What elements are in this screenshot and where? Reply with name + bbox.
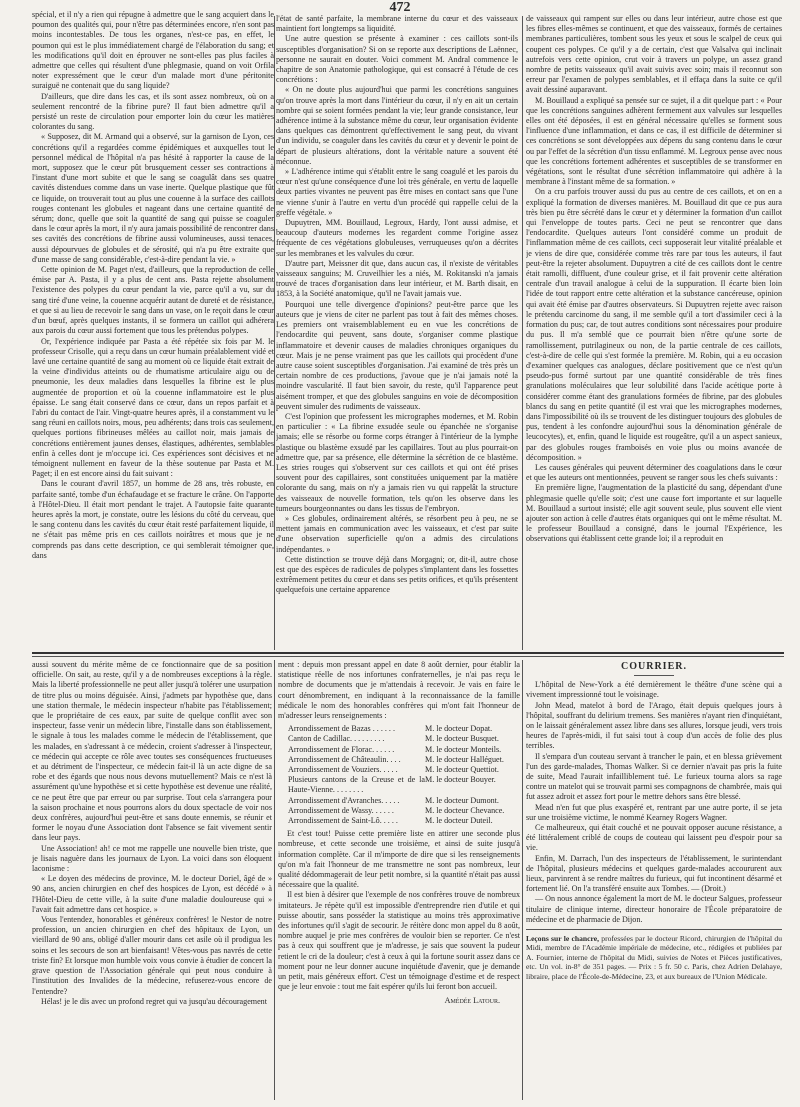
book-notice [526,929,782,981]
list-item [288,796,520,806]
paragraph: Une Association! ah! ce mot me rappelle une nouvelle bien triste, que je lisais naguère dans les journaux de Lyon. La voici dans son éloquent laconisme : [32,843,272,874]
list-item [288,816,520,826]
article-column-1 [32,10,274,650]
paragraph: ment : depuis mon pressant appel en date 8 août dernier, pour établir la statistique réelle de nos infortunes confraternelles, je n'ai pas reçu le nombre de documents que je m'attendais à recevoir. Je vais en faire le court dénombrement, en indiquant à la reconnaissance de la famille médicale le nom des honorables confrères qui m'ont fait l'honneur de m'adresser leurs renseignements : [278,660,520,721]
paragraph: Or, l'expérience indiquée par Pasta a été répétée six fois par M. le professeur Crisolle, qui a reçu dans un cœur humain préalablement vidé et lavé une certaine quantité de sang au moment où ce liquide était extrait de la veine d'individus atteints ou de rhumatisme articulaire aigu ou de pneumonie, les deux maladies dans lesquelles la fibrine est le plus augmentée de proportion et où la couenne inflammatoire est le plus épaisse. Le sang était conservé dans ce cœur, dans un repos parfait et à l'abri du contact de l'air. Vingt-quatre heures après, il a constamment vu le sang réuni en caillots noirs, mous, peu adhérents; dans trois cas seulement, quelques portions fibrineuses mêlées au caillot noir, mais jamais de concrétions entièrement jaunes denses, élastiques, adhérentes, semblables enfin à celles dont je m'occupe ici. Ces expériences sont décisives et ne témoignent nullement en faveur de la thèse soutenue par Pasta et M. Paget; il en est encore ainsi du fait suivant : [32,336,274,479]
list-item [288,745,520,755]
paragraph: Vous l'entendez, honorables et généreux confrères! le Nestor de notre profession, un ancien chirurgien en chef des hôpitaux de Lyon, un vieillard de 90 ans, obligé d'aller mourir dans cet asile où il prodigua les soins et les secours de son art bienfaisant! Vêtes-vous pas navrés de cette triste fin? Et lorsque mon humble voix vous convie à étudier de concert la grave question de l'Association générale qui peut nous conduire à l'institution des Invalides de la médecine, refuserez-vous encore de l'entendre? [32,915,272,996]
list-item [288,765,520,775]
paragraph: L'hôpital de New-York a été dernièrement le théâtre d'une scène qui a vivement impressionné tout le voisinage. [526,680,782,700]
quote-paragraph: « Le doyen des médecins de province, M. le docteur Doriel, âgé de » 90 ans, ancien chirurgien en chef des hospices de Lyon, est décédé » à l'Hôtel-Dieu de cette ville, à la suite d'une maladie douloureuse qui » l'avait fait admettre dans cet hospice. » [32,874,272,914]
paragraph: Il est bien à désirer que l'exemple de nos confrères trouve de nombreux imitateurs. Je répète qu'il est impossible d'entreprendre rien d'utile et qui puisse aboutir, sans posséder la statistique au moins très approximative des infortunes qu'il s'agit de secourir. Je réitère donc mon appel du 8 août, nombre auquel je prie mes confrères de vouloir bien se reporter. Ce n'est pas à ceux qui souffrent que je m'adresse, je sais que souvent la pudeur retient le cri de la douleur; c'est à ceux à qui la fortune sourit assez dans ce moment pour ne leur donner aucune inquiétude d'avenir, que je demande un petit, mais généreux effort. C'est un témoignage d'estime et de respect que je leur envoie : tout me fait espérer qu'ils lui feront bon accueil. [278,890,520,992]
paragraph: « On ne doute plus aujourd'hui que parmi les concrétions sanguines qu'on trouve après la mort dans l'intérieur du cœur, il n'y en ait un certain nombre qui se soient formées pendant la vie; leur grande consistance, leur adhérence intime à la substance même du cœur, leur organisation évidente dans quelques cas démontrent qu'effectivement le sang peut, du vivant d'un individu, se coaguler dans les cavités du cœur et y devenir le point de départ de plusieurs altérations, dont la véritable nature a souvent été méconnue. [276,85,518,166]
column-divider [522,16,523,650]
article-column-3 [526,14,782,650]
column-divider [522,660,523,1100]
section-divider-thin [32,656,784,657]
paragraph: On a cru parfois trouver aussi du pus au centre de ces caillots, et on en a expliqué la formation de diverses manières. M. Bouillaud dit que ce pus aura très bien pu être sécrété dans le cœur et y déterminer la formation d'un caillot qui l'enveloppe de toutes parts. Ceci ne peut se rencontrer que dans l'endocardite. Quelques auteurs l'ont considéré comme un produit de l'inflammation même de ces caillots, ceci supposerait leur vitalité préalable et je viens de dire que, considérée comme très rare par tous les auteurs, il faut peut-être la rejeter absolument. Dupuytren a cité de ces caillots dont le centre était ramolli, diffluent, d'une couleur grise, et il fait provenir cette altération centrale d'un travail analogue à celui de la suppuration. Il écarte bien loin l'idée de tout rapport entre cette altération et la substance cancéreuse, opinion qui avait été émise par d'autres observateurs. Si Dupuytren rejette avec raison le prétendu carcinome du sang, il me semble qu'il a tort d'assimiler ceci à la formation du pus; car, de tout autres conditions sont nécessaires pour produire du pus. Il m'a semblé que ce pourrait bien n'être qu'une sorte de ramollissement, putrilagineux ou non, de la partie centrale de ces caillots, c'est-à-dire de celle qui s'est formée la première. M. Robin, qui a eu occasion d'examiner quelques cas analogues, déclare positivement que ce n'est qu'un pseudo-pus formé surtout par une quantité considérable de très fines granulations moléculaires que leur solubilité dans l'acide acétique porte à considérer comme étant des granulations formées de fibrine, par des globules blancs du sang en petite quantité (il est vrai que les micrographes modernes, dans l'impossibilité où ils se trouvent de les distinguer toujours des globules de pus, tendent à les confondre aujourd'hui sous la dénomination générale de leucocytes), et, enfin, quand le liquide est rougeâtre, qu'il a un aspect sanieux, par des globules rouges framboisés en voie plus ou moins avancée de décomposition. » [526,187,782,462]
list-item [288,734,520,744]
paragraph: « Supposez, dit M. Armand qui a observé, sur la garnison de Lyon, ces concrétions qu'il a regardées comme épidémiques et auxquelles tout le personnel médical de l'hôpital n'a pas hésité à rapporter la cause de la mort, supposez que le cœur pût brusquement cesser ses contractions à l'instant d'une mort subite et que le sang se coagulât dans ses quatre cavités distendues comme dans un vase inerte. Quelque plastique que fût ce liquide, on trouverait tout au plus une couenne à la surface des caillots rouges contenant les globules et nageant dans une certaine quantité de sérum; donc, quelle que soit la quantité de sang qui puisse se coaguler dans le cœur après la mort, il n'y aura jamais possibilité de rencontrer dans ses cavités des concrétions de fibrine aussi volumineuses, aussi tenaces, aussi dépourvues de globules et de sérosité, qui n'a pu être extraite que d'une masse de sang considérable, c'est-à-dire pendant la vie. » [32,132,274,264]
list-doctor: M. le docteur Monteils. [425,744,502,754]
list-item [288,724,520,734]
feuilleton-column-2 [278,660,520,1100]
list-place: Arrondissement de Bazas . . . . . . [288,724,395,734]
book-notice-text: professées par le docteur Ricord, chirurgien de l'hôpital du Midi, membre de l'Académie impériale de médecine, etc., rédigées et publiées par A. Fournier, interne de l'hôpital du Midi, suivies de Notes et Pièces justificatives, etc. Un vol. in-8° de 351 pages. — Prix : 5 fr. 50 c. Paris, chez Adrien Delahaye, libraire, place de l'École-de-Médecine, 23, et aux bureaux de l'Union Médicale. [526,934,782,981]
author-signature: Amédée Latour. [444,995,500,1005]
list-doctor: M. le docteur Dumont. [425,795,499,805]
list-place: Arrondissement de Wassy. . . . . . [288,805,394,815]
paragraph: Dans le courant d'avril 1857, un homme de 28 ans, très robuste, en parfaite santé, tombe d'un échafaudage et se fracture le crâne. On l'apporte à l'Hôtel-Dieu. Il était mort pendant le trajet. A l'autopsie faite quarante heures après la mort, je constate, outre les lésions du côté du cerveau, que le sang contenu dans les cavités du cœur était resté parfaitement liquide, il ne s'était pas même pris en ces caillots noirâtres et mous que je ne comprends pas dans cette description, ce qui semblerait témoigner que, dans [32,479,274,560]
list-doctor: M. le docteur Halléguet. [425,754,504,764]
list-place: Arrondissement de Vouziers. . . . . [288,765,398,775]
courrier-column [526,660,782,1100]
paragraph: C'est l'opinion que professent les micrographes modernes, et M. Robin en particulier : « La fibrine exsudée seule ou épanchée ne s'organise jamais; elle se résorbe ou forme corps étranger à l'intérieur de la lymphe plastique ou blastème exsudé par les capillaires. Tout au plus pourrait-on admettre que, par sa présence, elle détermine la sécrétion de ce blastème. Les stries rouges qui s'observent sur ces caillots et qui ont été prises souvent pour des capillaires, sont constituées uniquement par la matière colorante du sang, mais on n'y a jamais rien vu qui rappelât la structure des vaisseaux de nouvelle formation, tels qu'on les observe dans les tumeurs bourgeonnantes ou dans les tissus de l'embryon. [276,411,518,513]
list-item [288,755,520,765]
paragraph: » L'adhérence intime qui s'établit entre le sang coagulé et les parois du cœur n'est qu'une conséquence d'une loi très générale, en vertu de laquelle deux parties vivantes ne peuvent pas être mises en contact sans que l'une ne vienne s'unir à l'autre en vertu d'un procédé qui rappelle celui de la greffe végétale. » [276,167,518,217]
paragraph: Les causes générales qui peuvent déterminer des coagulations dans le cœur et que les auteurs ont mentionnées, peuvent se ranger sous les chefs suivants : [526,462,782,483]
paragraph: Une autre question se présente à examiner : ces caillots sont-ils susceptibles d'organisation? Si on se reporte aux descriptions de Laënnec, personne ne saurait en douter. Voici comment M. Andral commence le chapitre de son Anatomie pathologique, qui est consacré à l'étude de ces concrétions : [276,34,518,85]
list-doctor: M. le docteur Chevance. [425,805,505,815]
list-item [288,775,520,795]
list-place: Arrondissement de Florac. . . . . . [288,744,395,754]
list-place: Canton de Cadillac. . . . . . . . . [288,734,385,744]
paragraph: Cette opinion de M. Paget n'est, d'ailleurs, que la reproduction de celle émise par A. Pasta, il y a plus de cent ans. Pasta rejette absolument l'existence des polypes du cœur pendant la vie, parce qu'il a vu, sur du sang tiré d'une veine, la couenne acquérir autant de dureté et de résistance, et que si au lieu de recevoir le sang dans un vase, on le reçoit dans le cœur d'un bœuf, après quelques instants, il se formera un caillot qui adhérera aux parois du cœur aussi fortement que tous les prétendus polypes. [32,265,274,336]
paragraph: Enfin, M. Darrach, l'un des inspecteurs de l'établissement, le surintendant de l'hôpital, plusieurs médecins et quelques garde-malades accoururent aux lieux, parvinrent à se rendre maîtres du furieux, qui fut incontinent désarmé et fortement lié. On l'a transféré ensuite aux Tombes. — (Droit.) [526,853,782,894]
contributor-list [288,724,520,826]
list-doctor: M. le docteur Bouyer. [425,775,496,785]
article-column-2 [276,14,518,650]
paragraph: Pourquoi une telle divergence d'opinions? peut-être parce que les auteurs que je viens de citer ne parlent pas tout à fait des mêmes choses. Les premiers ont vraisemblablement eu en vue les concrétions de l'endocardite qui peuvent, sans doute, s'organiser comme plastique inflammatoire et devenir causes de maladies chroniques organiques du cœur. Mais je ne pense vraiment pas que les caillots qui procèdent d'une autre cause soient susceptibles d'organisation. J'ai examiné de très près un certain nombre de ces productions, j'avoue que je n'ai jamais noté la moindre vascularité. Il faut bien savoir, du reste, qu'il l'apparence peut aisément tromper, et que des globules sanguins en voie de décomposition peuvent simuler des rudiments de vaisseaux. [276,299,518,411]
list-doctor: M. le docteur Busquet. [425,734,499,744]
list-place: Plusieurs cantons de la Creuse et de la Haute-Vienne. . . . . . . . [288,775,425,795]
section-divider [32,652,784,654]
section-heading: COURRIER. [621,661,687,672]
paragraph: Cette distinction se trouve déjà dans Morgagni; or, dit-il, autre chose est que des espèces de radicules de polypes s'implantent dans les fossettes extrêmement petites du cœur et dans ses petits orifices, et qu'ils présentent quelquefois une certaine apparence [276,554,518,595]
paragraph: En première ligne, l'augmentation de la plasticité du sang, dépendant d'une phlegmasie quelle qu'elle soit; c'est une cause fort importante et sur laquelle M. Bouillaud a surtout insisté; elle agit souvent seule, plus souvent elle vient ajouter son action à celle d'autres états organiques qui ont le même résultat. M. le professeur Bouillaud a consigné, dans le journal l'Expérience, les observations qui établissent cette grande loi; il a reproduit en [526,483,782,544]
list-place: Arrondissement de Châteaulin. . . . [288,754,401,764]
paragraph: M. Bouillaud a expliqué sa pensée sur ce sujet, il a dit quelque part : « Pour que les concrétions sanguines adhèrent fermement aux valvules sur lesquelles elles ont été déposées, il est en général nécessaire qu'elles se forment sous l'influence d'une inflammation, et dans ce cas, il est difficile de déterminer si ces concrétions se sont développées aux dépens du sang contenu dans le cœur ou par l'effet de la sécrétion d'un tissu enflammé. M. Legroux pense avec nous que les concrétions fortement adhérentes et susceptibles de se transformer en végétations, sont le résultat d'une sécrétion inflammatoire qui adhère à la membrane à l'instant même de sa formation. » [526,95,782,187]
page-number: 472 [389,0,411,15]
list-place: Arrondissement d'Avranches. . . . . [288,795,400,805]
book-notice-title: Leçons sur le chancre, [526,934,599,944]
paragraph: Mead n'en fut que plus exaspéré et, rentrant par une autre porte, il se jeta sur une troisième victime, le nommé Kearney Rogers Wagner. [526,802,782,822]
heading-rule [634,675,674,676]
list-doctor: M. le docteur Dopat. [425,724,493,734]
list-doctor: M. le docteur Quettiot. [425,765,499,775]
list-place: Arrondissement de Saint-Lô. . . . . [288,816,398,826]
paragraph: de vaisseaux qui rampent sur elles ou dans leur intérieur, autre chose est que les fibres elles-mêmes se continuent, et que des vaisseaux, formés de certaines membranes particulières, tombent sous les yeux et sous le scalpel de ceux qui coupent ces polypes. Ce qu'il y a de certain, c'est que Valsalva qui inclinait autrefois vers cette opinion, crut voir à travers un polype, un assez grand nombre de petits vaisseaux qu'il avait suivis avec soin; mais il reconnut son erreur par l'examen de polypes semblables, et il effaça dans la suite ce qu'il avait dessiné auparavant. [526,14,782,95]
paragraph: » Ces globules, ordinairement altérés, se résorbent peu à peu, ne se mettent jamais en communication avec les vaisseaux, et c'est par suite d'une observation superficielle qu'on a admis des circulations indépendantes. » [276,513,518,554]
paragraph: D'autre part, Meissner dit que, dans aucun cas, il n'existe de véritables vaisseaux sanguins; M. Cruveilhier les a niés, M. Rokitanski n'a jamais trouvé de traces d'organisation dans leur intérieur, et M. Barth disait, en 1853, à la Société anatomique, qu'il ne l'avait jamais vue. [276,258,518,299]
paragraph: Dupuytren, MM. Bouillaud, Legroux, Hardy, l'ont aussi admise, et beaucoup d'auteurs modernes les regardent comme l'origine assez fréquente de ces végétations globuleuses, verruqueuses qu'on a décrites sur les membranes et les valvules du cœur. [276,218,518,258]
paragraph: aussi souvent du mérite même de ce fonctionnaire que de sa position officielle. On sait, au reste, qu'il y a de nombreuses exceptions à la règle. Mais la liberté professionnelle ne peut aller jusqu'à tolérer une usurpation de titre plus ou moins déguisée. Ainsi, j'admets par hypothèse que, dans une station thermale, le médecin inspecteur n'habite pas l'établissement; que le propriétaire de ces eaux, par suite de quelque conflit avec son inspecteur, fasse venir un médecin libre, l'installe dans son établissement, le signale à tous les malades comme le médecin de l'établissement, que les malades, en s'adressant à ce médecin, croient s'adresser à l'inspecteur, ce médecin qui accepte ce rôle avec toutes ses conséquences fructueuses et au détriment de l'inspecteur, ce médecin fait-il là un acte digne de sa robe et des égards que nous nous devons mutuellement? Mais ce n'est là assurément qu'une hypothèse et si cette hypothèse est devenue une réalité, ce ne peut être que par erreur ou par surprise. Tout cela s'arrangera pour la saison prochaine et nous pourrons alors du doux spectacle de voir nos deux confrères, aujourd'hui peut-être et sans doute ennemis, se réunir et former le noyau d'une Association dont l'absence se fait vivement sentir dans leur pays. [32,660,272,843]
list-doctor: M. le docteur Duteil. [425,816,493,826]
paragraph: l'état de santé parfaite, la membrane interne du cœur et des vaisseaux maintient fort longtemps sa liquidité. [276,14,518,34]
feuilleton-column-1 [32,660,272,1100]
paragraph: Hélas! je le dis avec un profond regret qui va jusqu'au découragement [41,996,267,1006]
paragraph: — On nous annonce également la mort de M. le docteur Salgues, professeur titulaire de clinique interne, directeur honoraire de l'École préparatoire de médecine et de pharmacie de Dijon. [526,894,782,924]
paragraph: spécial, et il n'y a rien qui répugne à admettre que le sang acquiert dans le poumon des qualités qui, pour n'être pas déterminées encore, n'en sont pas moins incontestables. De tous les organes, n'est-ce pas, en effet, le poumon qui est le plus immédiatement chargé de l'élaboration du sang; et les modifications qu'il doit en éprouver ne sont-elles pas plus faciles à admettre que celles qui résultent d'une phlegmasie, quand on voit Orfila noter expressément que le cœur d'un malade mort d'une péritonite suraiguë ne contenait que du sang liquide? [32,10,274,91]
column-divider [274,16,275,650]
list-item [288,806,520,816]
paragraph: D'ailleurs, que dire dans les cas, et ils sont assez nombreux, où on a seulement rencontré de la fibrine pure? Il faut bien admettre qu'il a persisté un reste de circulation pour emporter loin du cœur les matières colorantes du sang. [32,91,274,132]
paragraph: John Mead, matelot à bord de l'Arago, était depuis quelques jours à l'hôpital, souffrant du delirium tremens. Ses manières n'ayant rien d'inquiétant, on le laissait généralement assez libre dans ses allures, lorsque jeudi, vers trois heures de l'après-midi, il fut saisi tout à coup d'un accès de folie des plus terribles. [526,700,782,751]
paragraph: Ce malheureux, qui était couché et ne pouvait opposer aucune résistance, a été littéralement criblé de coups de couteau qui laissent peu d'espoir pour sa vie. [526,823,782,853]
column-divider [274,660,275,1100]
paragraph: Il s'empara d'un couteau servant à trancher le pain, et en blessa grièvement l'un des garde-malades, Thomas Walker. Si ce dernier n'avait pas pris la fuite de suite, Mead l'aurait infailliblement tué. Le furieux tourna alors sa rage contre un matelot qui se trouvait parmi ses compagnons de chambrée, mais qui fut assez adroit et assez fort pour le mettre dehors sans être blessé. [526,751,782,802]
paragraph: Et c'est tout! Puisse cette première liste en attirer une seconde plus nombreuse, et cette seconde une troisième, et ainsi de suite jusqu'à information complète. Car il m'importe de dire que si les renseignements qu'on m'a fait l'honneur de me transmettre ne sont pas nombreux, leur qualité dédommagerait de leur petit nombre, si la quantité n'était pas aussi nécessaire que la qualité. [278,829,520,890]
